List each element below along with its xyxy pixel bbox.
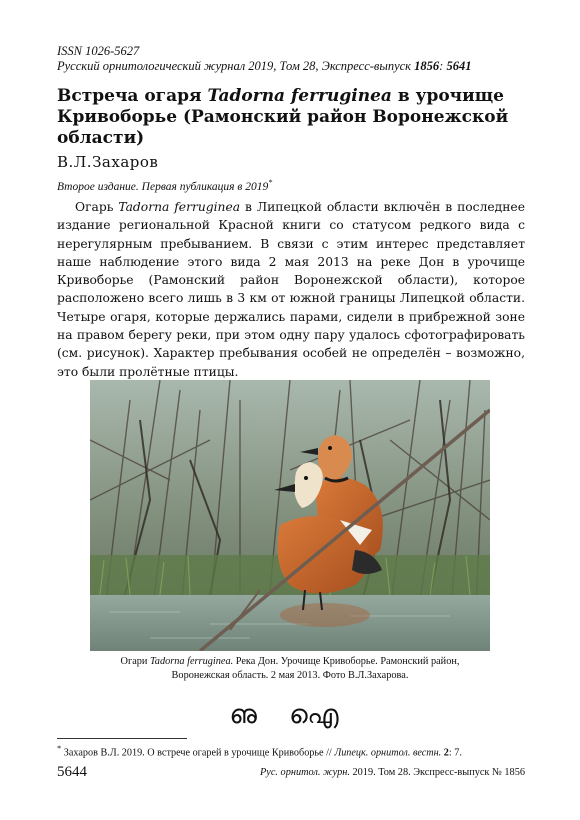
- issn-line: ISSN 1026-5627: [57, 44, 140, 58]
- journal-prefix: Русский орнитологический журнал 2019, Том 28, Экспресс-выпуск: [57, 59, 415, 73]
- edition-note: [57, 178, 272, 193]
- body-species: Tadorna ferruginea: [118, 200, 241, 214]
- caption-part2: Река Дон. Урочище Кривоборье. Рамонский район,: [233, 656, 460, 667]
- issue-number: 1856: [414, 59, 440, 73]
- page-range: 5641: [446, 59, 472, 73]
- article-title: [57, 86, 527, 149]
- footnote-text3: : 7.: [448, 747, 462, 759]
- footnote-text1: Захаров В.Л. 2019. О встрече огарей в урочище Кривоборье //: [61, 747, 335, 759]
- footnote: [57, 742, 527, 759]
- title-species: Tadorna ferruginea: [207, 86, 392, 106]
- edition-text: Второе издание. Первая публикация в 2019: [57, 180, 269, 193]
- caption-species: Tadorna ferruginea.: [150, 656, 234, 667]
- shelduck-photo: [90, 380, 490, 651]
- page-number: 5644: [57, 764, 87, 780]
- body-part2: в Липецкой области включён в последнее издание региональной Красной книги со статусом редкого вида с нерегулярным пребыванием. В связи с этим интерес представляет наше наблюдение этого вида 2 мая 2013 на реке Дон в урочище Кривоборье (Рамонский район Воронежской области), которое расположено всего лишь в 3 км от южной границы Липецкой области. Четыре огаря, которые держались парами, сидели в прибрежной зоне на правом берегу реки, при этом одну пару удалось сфотографировать (см. рисунок). Характер пребывания особей не определён – возможно, это были пролётные птицы.: [57, 200, 525, 379]
- footnote-volume: 2: [443, 747, 449, 759]
- journal-header: [57, 44, 527, 74]
- running-journal: Рус. орнитол. журн.: [259, 767, 350, 778]
- edition-footnote-mark: *: [268, 178, 273, 187]
- caption-line-2: Воронежская область. 2 мая 2013. Фото В.Л.Захарова.: [171, 670, 409, 681]
- author-name: В.Л.Захаров: [57, 153, 159, 171]
- footnote-mark: *: [57, 743, 62, 753]
- running-rest: 2019. Том 28. Экспресс-выпуск № 1856: [349, 767, 525, 778]
- footnote-journal: Липецк. орнитол. вестн.: [334, 747, 442, 759]
- title-part2: в урочище Кривоборье (Рамонский район Воронежской области): [57, 86, 509, 148]
- issue-separator: :: [439, 59, 447, 73]
- title-part1: Встреча огаря: [57, 86, 208, 106]
- caption-part1: Огари: [120, 656, 151, 667]
- footnote-rule: [57, 738, 187, 739]
- figure-caption: [90, 655, 490, 683]
- section-end-ornament: ഌ ഐ: [229, 700, 351, 730]
- running-footer: [260, 767, 525, 778]
- caption-line-1: [90, 655, 490, 669]
- body-part1: Огарь: [75, 200, 119, 214]
- body-paragraph: [57, 198, 525, 381]
- journal-issue-line: [57, 59, 527, 74]
